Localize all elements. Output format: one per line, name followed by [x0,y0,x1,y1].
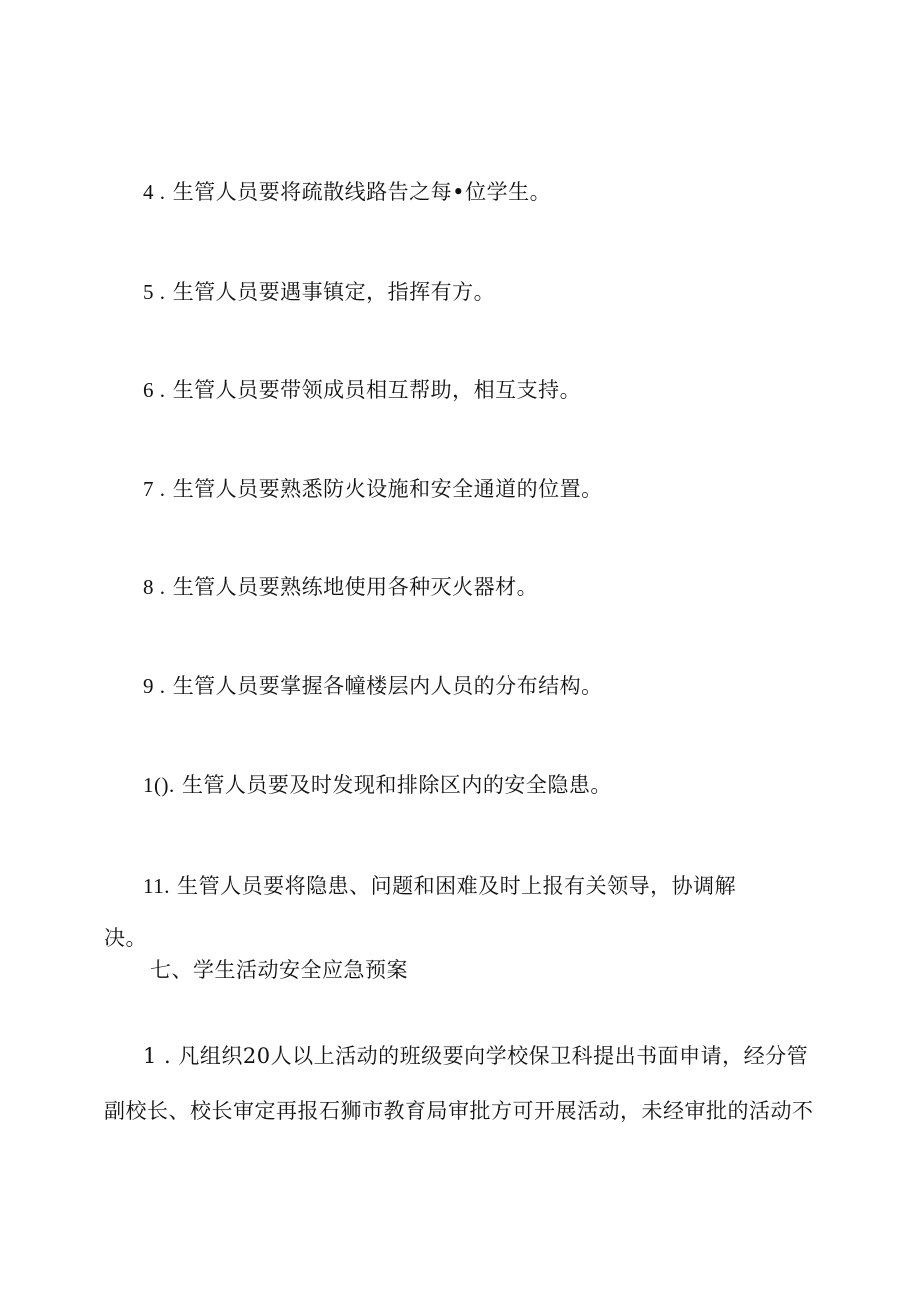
item-text: 生管人员要将疏散线路告之每•位学生。 [172,180,552,204]
list-item-continuation: 决。 [104,926,147,950]
item-number: 4 . [143,180,166,204]
paragraph-line: 1 . 凡组织20人以上活动的班级要向学校保卫科提出书面申请，经分管 [143,1044,809,1068]
list-item [143,376,581,404]
section-heading: 七、学生活动安全应急预案 [150,958,408,982]
item-text: 生管人员要遇事镇定，指挥有方。 [172,280,496,304]
item-text: 生管人员要及时发现和排除区内的安全隐患。 [181,773,612,797]
item-text: 生管人员要熟悉防火设施和安全通道的位置。 [172,477,603,501]
item-text: 生管人员要将隐患、问题和困难及时上报有关领导，协调解 [177,874,737,898]
list-item [143,178,551,206]
item-text: 生管人员要带领成员相互帮助，相互支持。 [172,378,582,402]
item-number: 1(). [143,773,175,797]
list-item [143,872,736,900]
item-number: 7 . [143,477,166,501]
list-item [143,573,538,601]
item-text: 生管人员要掌握各幢楼层内人员的分布结构。 [172,674,603,698]
item-text: 生管人员要熟练地使用各种灭火器材。 [172,575,539,599]
item-number: 9 . [143,674,166,698]
list-item [143,278,495,306]
item-number: 11. [143,874,170,898]
list-item [143,672,603,700]
item-number: 6 . [143,378,166,402]
list-item [143,771,612,799]
paragraph-line: 副校长、校长审定再报石狮市教育局审批方可开展活动，未经审批的活动不 [104,1099,814,1123]
list-item [143,475,603,503]
item-number: 8 . [143,575,166,599]
item-number: 5 . [143,280,166,304]
